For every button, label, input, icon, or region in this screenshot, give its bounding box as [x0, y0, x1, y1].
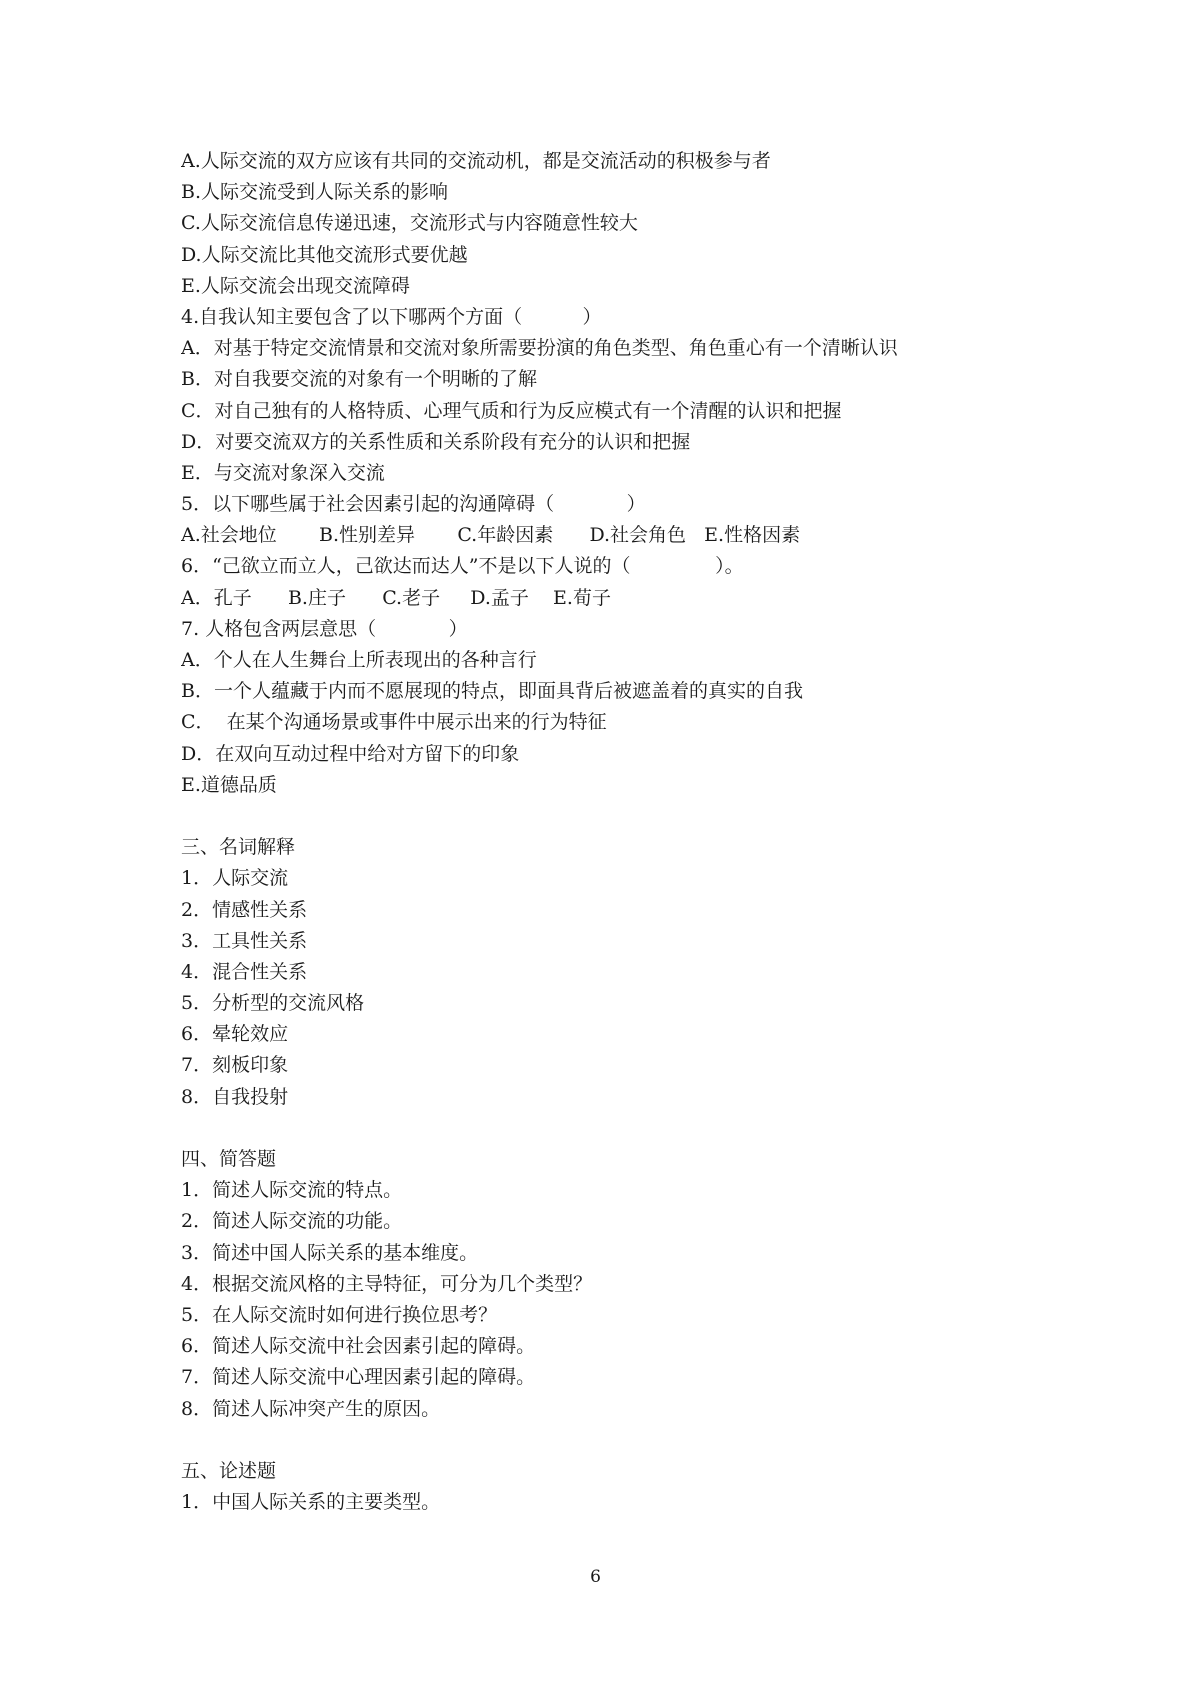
term-item: 3．工具性关系: [181, 929, 308, 952]
term-item: 6．晕轮效应: [181, 1023, 289, 1046]
section-spacer: [181, 801, 1011, 832]
short-answer-item: 3．简述中国人际关系的基本维度。: [181, 1241, 479, 1264]
option-7c: C． 在某个沟通场景或事件中展示出来的行为特征: [181, 711, 607, 734]
section-5-heading: 五、论述题: [181, 1459, 277, 1482]
question-6: 6．“己欲立而立人，己欲达而达人”不是以下人说的（ ）。: [181, 555, 744, 578]
option-3e: E.人际交流会出现交流障碍: [181, 274, 410, 297]
option-4d: D．对要交流双方的关系性质和关系阶段有充分的认识和把握: [181, 430, 691, 453]
option-4c: C．对自己独有的人格特质、心理气质和行为反应模式有一个清醒的认识和把握: [181, 399, 842, 422]
term-item: 8．自我投射: [181, 1085, 289, 1108]
question-5: 5．以下哪些属于社会因素引起的沟通障碍（ ）: [181, 493, 646, 516]
option-7a: A．个人在人生舞台上所表现出的各种言行: [181, 649, 537, 671]
option-3a: A.人际交流的双方应该有共同的交流动机，都是交流活动的积极参与者: [181, 150, 771, 172]
term-item: 5．分析型的交流风格: [181, 992, 365, 1015]
option-4a: A．对基于特定交流情景和交流对象所需要扮演的角色类型、角色重心有一个清晰认识: [181, 337, 898, 360]
question-4: 4.自我认知主要包含了以下哪两个方面（ ）: [181, 305, 602, 328]
short-answer-item: 7．简述人际交流中心理因素引起的障碍。: [181, 1366, 536, 1389]
page-content: [181, 146, 1011, 1518]
options-5: A.社会地位 B.性别差异 C.年龄因素 D.社会角色 E.性格因素: [181, 524, 801, 547]
option-3c: C.人际交流信息传递迅速，交流形式与内容随意性较大: [181, 212, 638, 235]
section-4-heading: 四、简答题: [181, 1148, 277, 1170]
short-answer-item: 1．简述人际交流的特点。: [181, 1179, 403, 1202]
essay-item: 1．中国人际关系的主要类型。: [181, 1491, 441, 1514]
section-3-heading: 三、名词解释: [181, 836, 296, 859]
options-6: A．孔子 B.庄子 C.老子 D.孟子 E.荀子: [181, 586, 611, 609]
term-item: 4．混合性关系: [181, 960, 308, 983]
option-7d: D．在双向互动过程中给对方留下的印象: [181, 742, 520, 765]
short-answer-item: 5．在人际交流时如何进行换位思考？: [181, 1303, 498, 1326]
option-4e: E．与交流对象深入交流: [181, 461, 385, 484]
option-3b: B.人际交流受到人际关系的影响: [181, 181, 449, 204]
term-item: 2．情感性关系: [181, 898, 308, 921]
page-number: 6: [590, 1567, 601, 1587]
term-item: 7．刻板印象: [181, 1054, 289, 1077]
option-3d: D.人际交流比其他交流形式要优越: [181, 243, 468, 266]
section-spacer: [181, 1425, 1011, 1456]
short-answer-item: 6．简述人际交流中社会因素引起的障碍。: [181, 1335, 536, 1358]
term-item: 1．人际交流: [181, 867, 289, 890]
short-answer-item: 2．简述人际交流的功能。: [181, 1210, 403, 1233]
option-7e: E.道德品质: [181, 773, 277, 796]
option-4b: B．对自我要交流的对象有一个明晰的了解: [181, 368, 537, 391]
section-spacer: [181, 1113, 1011, 1144]
option-7b: B．一个人蕴藏于内而不愿展现的特点，即面具背后被遮盖着的真实的自我: [181, 680, 803, 703]
short-answer-item: 4．根据交流风格的主导特征，可分为几个类型？: [181, 1272, 593, 1295]
question-7: 7. 人格包含两层意思（ ）: [181, 617, 468, 640]
short-answer-item: 8．简述人际冲突产生的原因。: [181, 1397, 441, 1420]
